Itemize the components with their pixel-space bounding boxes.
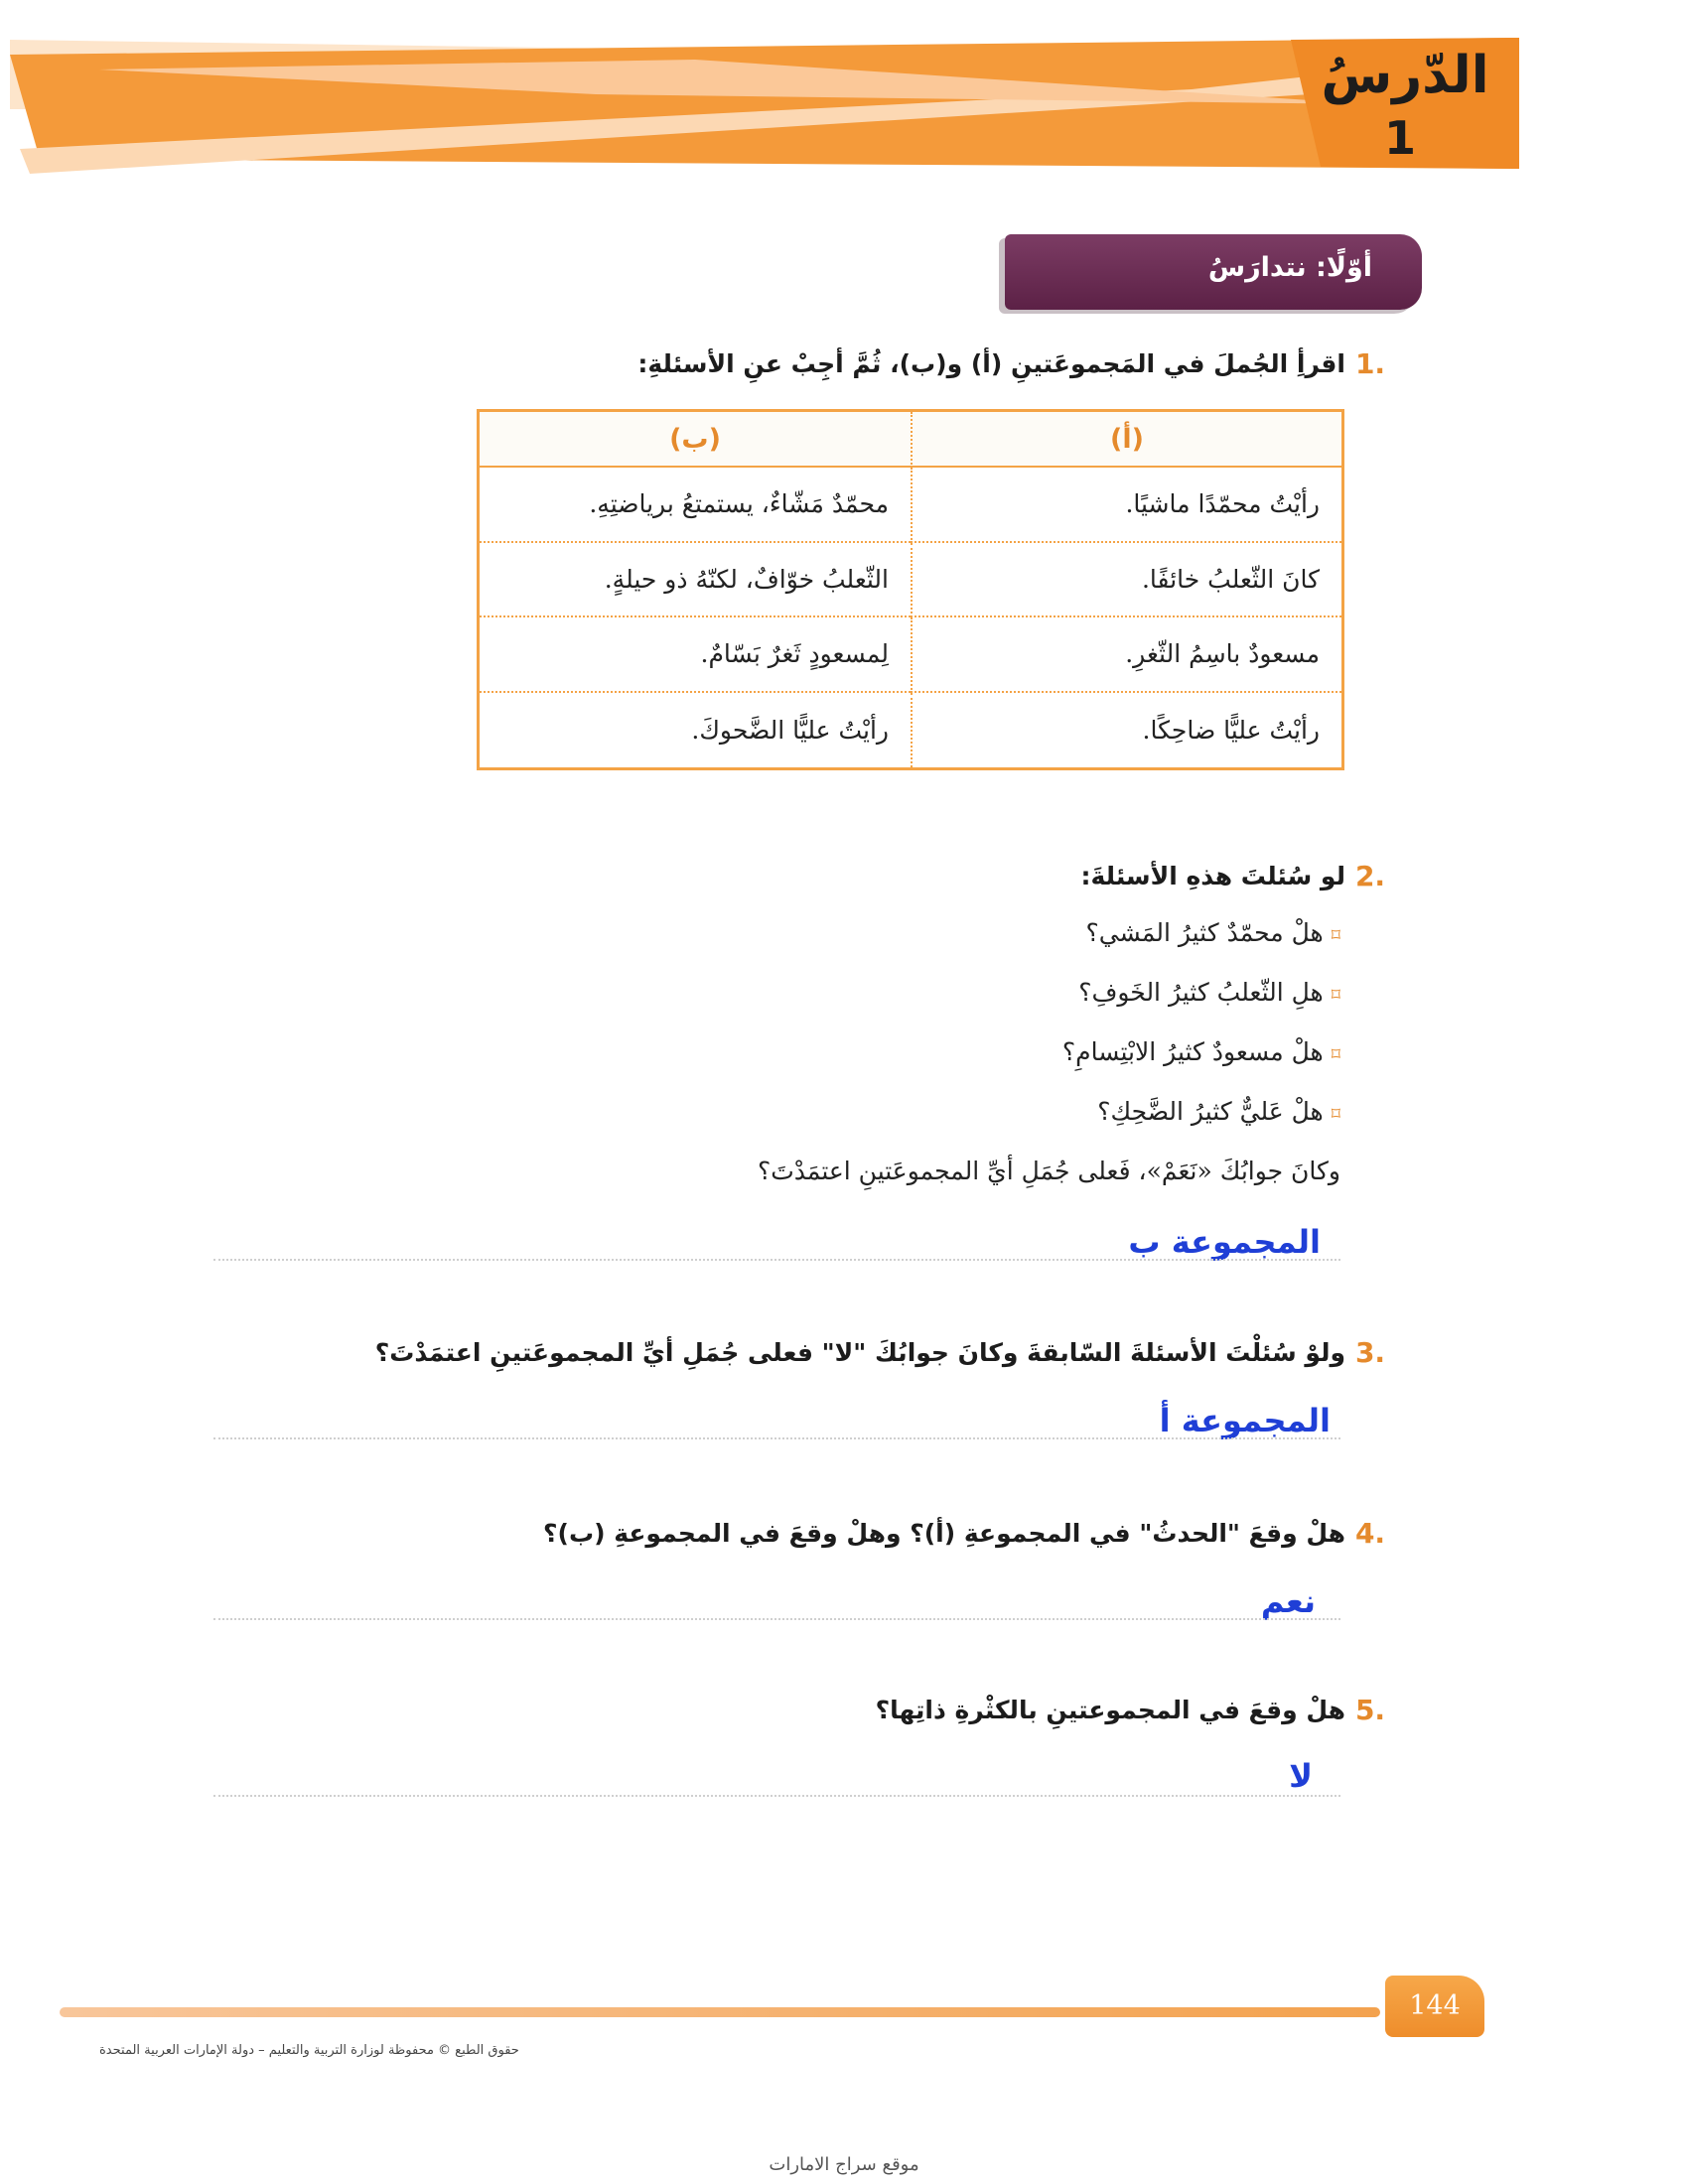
table-cell: رأيْتُ عليًّا ضاحِكًا. — [911, 693, 1341, 768]
question-2 — [397, 860, 1390, 899]
site-name: موقع سراج الامارات — [769, 2154, 919, 2175]
question-4 — [397, 1517, 1390, 1557]
question-text: اقرأِ الجُملَ في المَجموعَتينِ (أ) و(ب)، ثُمَّ أجِبْ عنِ الأسئلةِ: — [637, 349, 1345, 378]
bullet-icon: ⌑ — [1331, 1104, 1340, 1125]
lesson-title: الدّرسُ — [1321, 46, 1489, 105]
table-cell: كانَ الثّعلبُ خائفًا. — [911, 543, 1341, 618]
question-text: ولوْ سُئلْتَ الأسئلةَ السّابقةَ وكانَ جوابُكَ "لا" فعلى جُمَلِ أيِّ المجموعَتينِ اعتمَدْتَ؟ — [374, 1338, 1345, 1367]
question-5 — [397, 1694, 1390, 1733]
answer-line — [213, 1795, 1340, 1797]
question-number: 2. — [1354, 860, 1386, 892]
question-text: هلْ وقعَ "الحدثُ" في المجموعةِ (أ)؟ وهلْ وقعَ في المجموعةِ (ب)؟ — [543, 1519, 1345, 1548]
question-number: 3. — [1354, 1336, 1386, 1369]
table-cell: رأيْتُ عليًّا الضَّحوكَ. — [691, 715, 889, 745]
lesson-number: 1 — [1383, 111, 1416, 165]
answer-line — [213, 1618, 1340, 1620]
answer-text[interactable]: نعم — [1260, 1582, 1316, 1620]
section-title: أوّلًا: نتدارَسُ — [1207, 252, 1372, 283]
bullet-icon: ⌑ — [1331, 985, 1340, 1006]
question-1 — [397, 347, 1390, 387]
answer-text[interactable]: لا — [1289, 1757, 1313, 1795]
table-cell: محمّدٌ مَشّاءٌ، يستمتعُ برياضتِهِ. — [480, 468, 911, 543]
answer-text[interactable]: المجموعة ب — [1128, 1223, 1321, 1261]
question-number: 1. — [1354, 347, 1386, 380]
table-cell: لِمسعودٍ ثَغرٌ بَسّامٌ. — [480, 617, 911, 693]
question-text: هلْ وقعَ في المجموعتينِ بالكثْرةِ ذاتِها؟ — [875, 1696, 1345, 1724]
table-cell: الثّعلبُ خوّافٌ، لكنّهُ ذو حيلةٍ. — [480, 543, 911, 618]
sentences-table — [477, 409, 1344, 770]
sub-question: ⌑هلْ عَليٌّ كثيرُ الضَّحِكِ؟ — [1097, 1097, 1340, 1126]
table-cell: رأيْتُ محمّدًا ماشيًا. — [911, 468, 1341, 543]
answer-line — [213, 1259, 1340, 1261]
table-header-b: (ب) — [480, 412, 911, 468]
question-text: لو سُئلتَ هذهِ الأسئلةَ: — [1080, 862, 1345, 890]
question-number: 4. — [1354, 1517, 1386, 1550]
table-cell: مسعودٌ باسِمُ الثّغرِ. — [911, 617, 1341, 693]
answer-line — [213, 1437, 1340, 1439]
table-header-a: (أ) — [911, 412, 1341, 468]
follow-up-question: وكانَ جوابُكَ «نَعَمْ»، فَعلى جُمَلِ أيِّ المجموعَتينِ اعتمَدْتَ؟ — [757, 1157, 1340, 1185]
sub-question: ⌑هلْ محمّدٌ كثيرُ المَشي؟ — [1085, 918, 1340, 947]
answer-text[interactable]: المجموعة أ — [1159, 1402, 1331, 1439]
question-number: 5. — [1354, 1694, 1386, 1726]
question-3 — [298, 1336, 1390, 1376]
bullet-icon: ⌑ — [1331, 925, 1340, 946]
copyright-text: حقوق الطبع © محفوظة لوزارة التربية والتعليم – دولة الإمارات العربية المتحدة — [99, 2043, 519, 2058]
sub-question: ⌑هلِ الثّعلبُ كثيرُ الخَوفِ؟ — [1078, 978, 1340, 1007]
section-tab — [1005, 234, 1422, 310]
footer-bar — [60, 2007, 1380, 2017]
sub-question: ⌑هلْ مسعودٌ كثيرُ الابْتِسامِ؟ — [1061, 1037, 1340, 1066]
page-number: 144 — [1385, 1976, 1484, 2037]
bullet-icon: ⌑ — [1331, 1044, 1340, 1065]
